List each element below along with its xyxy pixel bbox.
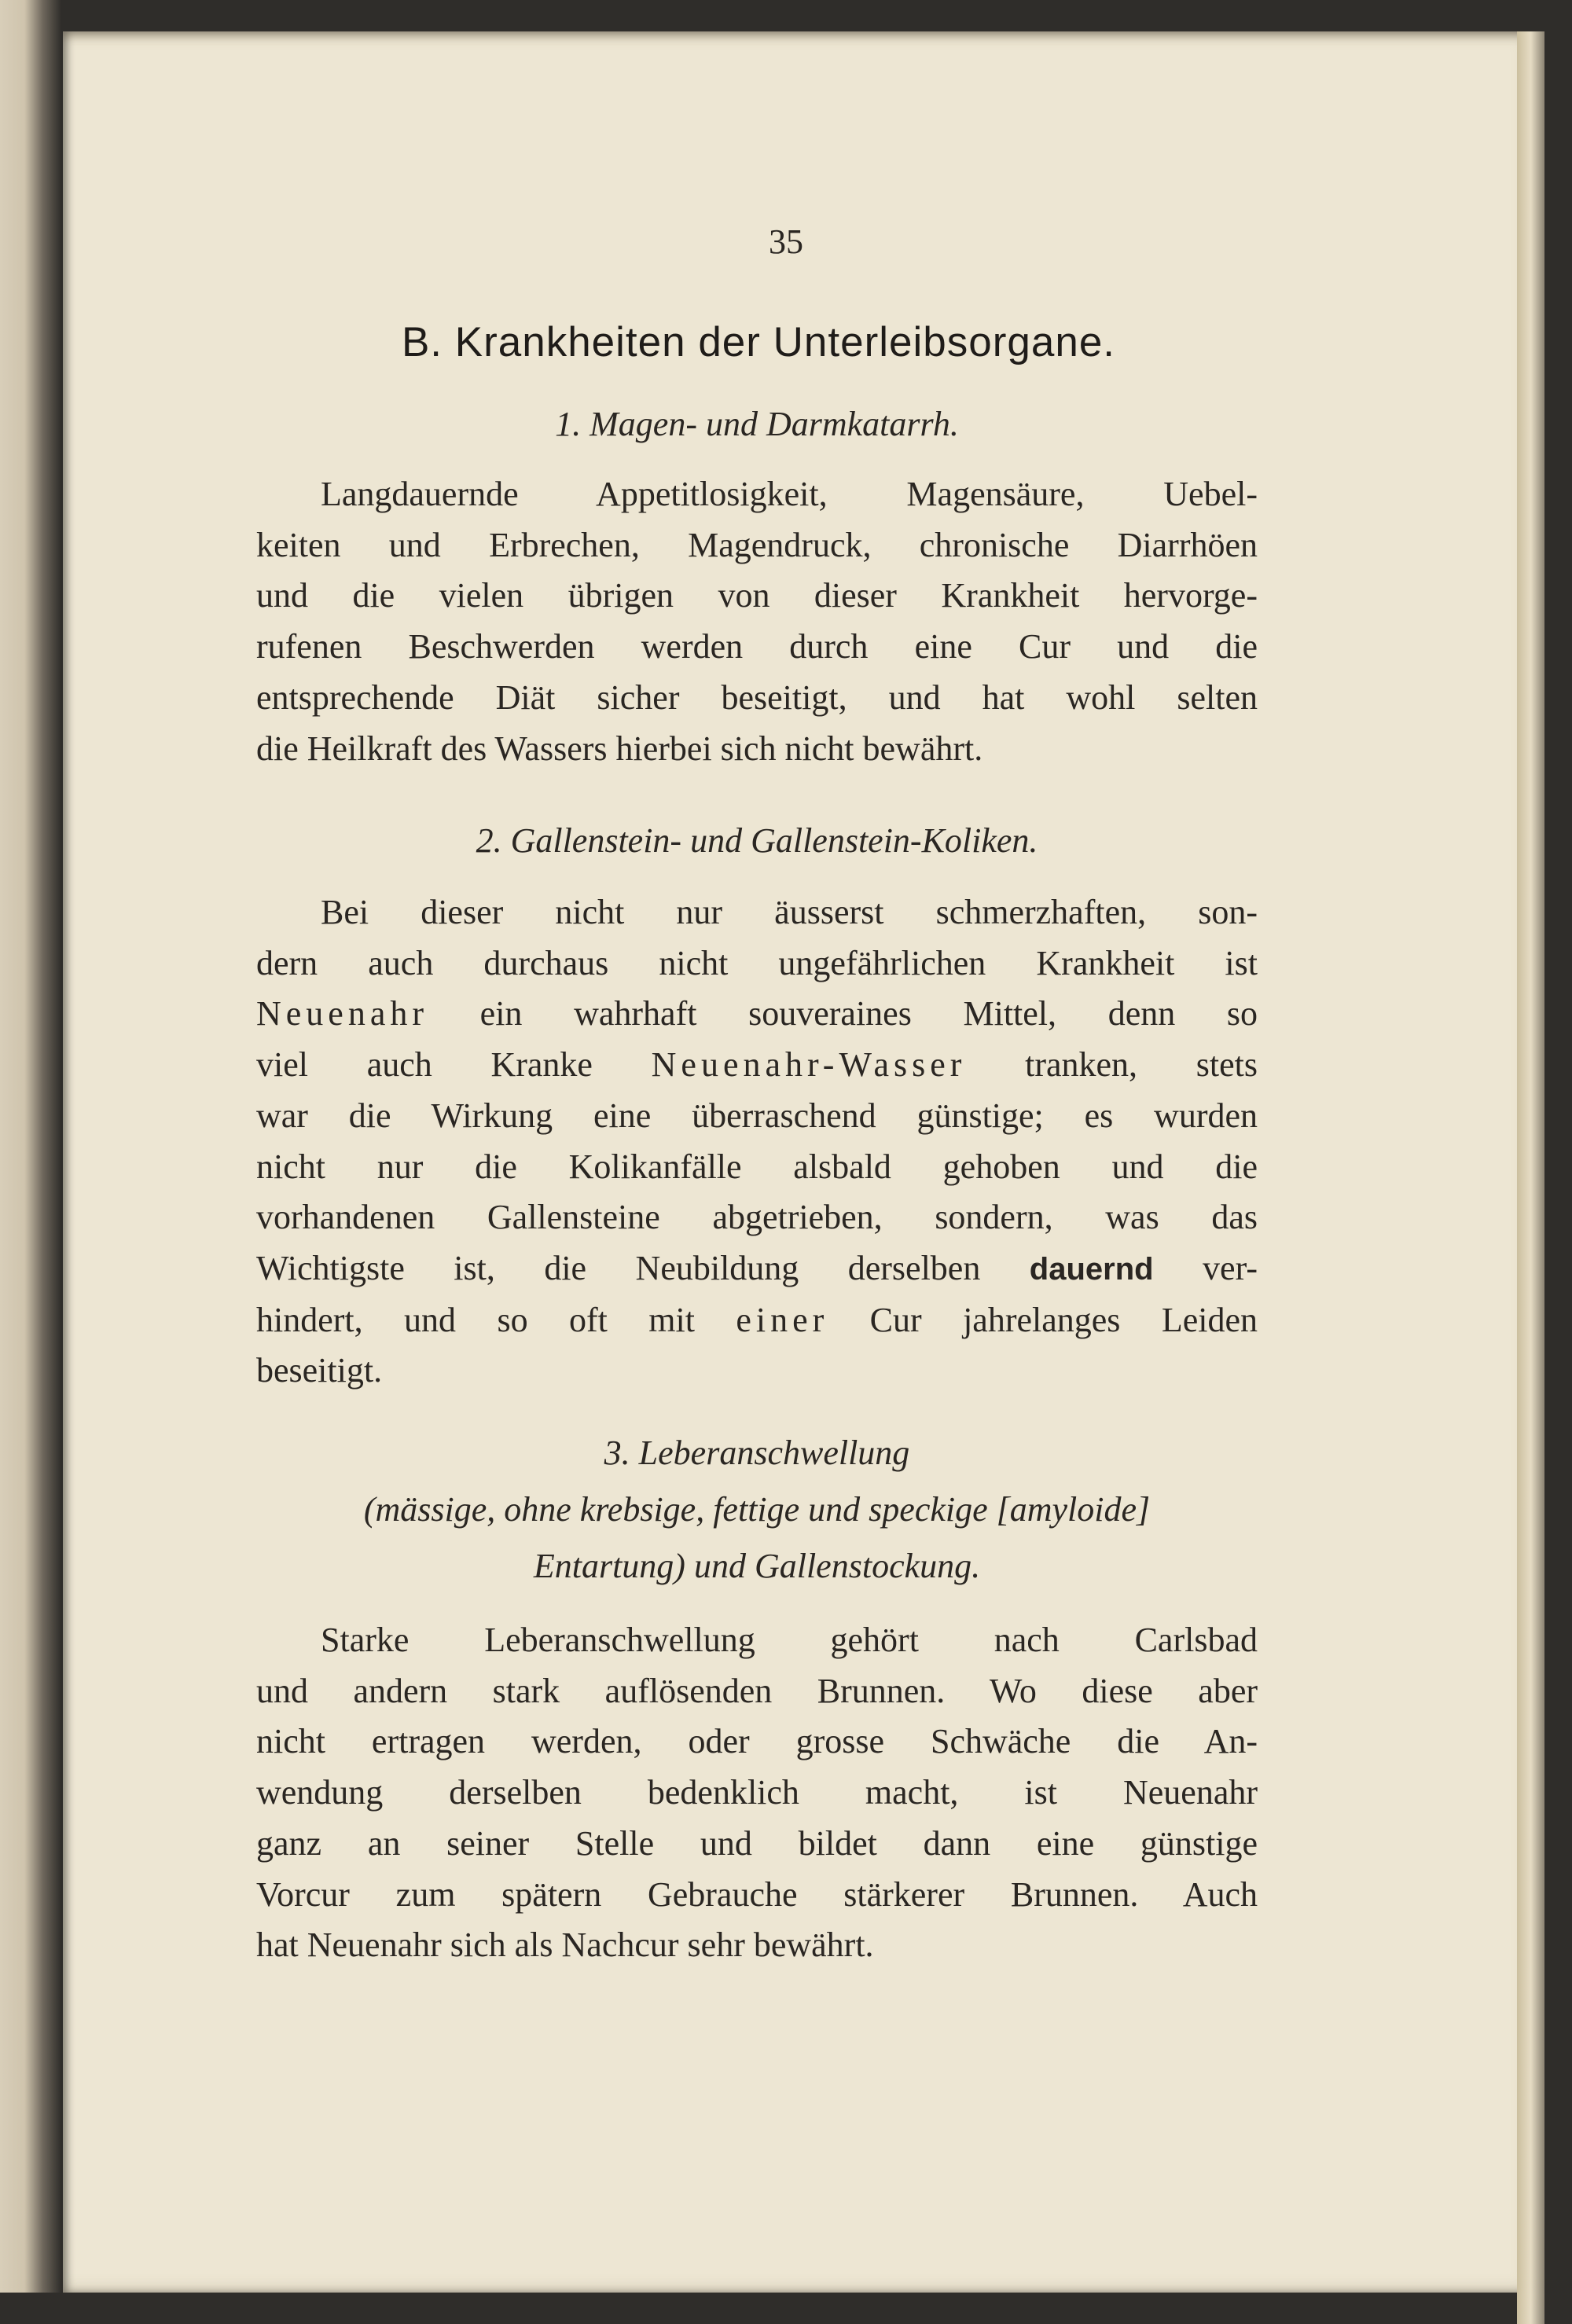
section-title-line: Entartung) und Gallenstockung. — [533, 1547, 981, 1585]
section-3-paragraph — [256, 1615, 1258, 1971]
text-run: die Heilkraft des Wassers hierbei sich nicht bewährt. — [256, 729, 983, 768]
emphasized-text: einer — [736, 1300, 829, 1339]
text-line — [256, 1615, 1258, 1666]
text-run: viel auch Kranke — [256, 1045, 652, 1085]
page-right-edge — [1517, 31, 1544, 2324]
text-line — [256, 989, 1258, 1040]
text-line — [256, 1666, 1258, 1717]
text-run: ein wahrhaft souveraines Mittel, denn so — [428, 994, 1258, 1034]
text-line — [256, 1346, 1258, 1397]
text-run: beseitigt. — [256, 1351, 383, 1390]
text-line — [256, 1142, 1258, 1193]
text-run: tranken, stets — [966, 1045, 1258, 1085]
text-line — [256, 1920, 1258, 1971]
text-run: wendung derselben bedenklich macht, ist Neuenahr — [256, 1773, 1258, 1812]
emphasized-text: dauernd — [1029, 1251, 1154, 1287]
text-run: entsprechende Diät sicher beseitigt, und hat wohl selten — [256, 677, 1258, 717]
text-run: rufenen Beschwerden werden durch eine Cur und die — [256, 627, 1258, 666]
text-line — [256, 520, 1258, 571]
text-line — [256, 1295, 1258, 1346]
text-run: Starke Leberanschwellung gehört nach Carlsbad — [321, 1621, 1258, 1659]
text-line — [256, 1870, 1258, 1921]
text-run: und die vielen übrigen von dieser Krankheit hervorge- — [256, 576, 1258, 615]
text-line — [256, 1716, 1258, 1768]
emphasized-text: Neuenahr-Wasser — [651, 1045, 967, 1085]
text-run: war die Wirkung eine überraschend günstige; es wurden — [256, 1096, 1258, 1135]
text-run: nicht ertragen werden, oder grosse Schwäche die An- — [256, 1722, 1258, 1761]
text-run: nicht nur die Kolikanfälle alsbald gehoben und die — [256, 1147, 1258, 1186]
text-line — [256, 673, 1258, 724]
text-run: hindert, und so oft mit — [256, 1300, 736, 1339]
text-run: ganz an seiner Stelle und bildet dann eine günstige — [256, 1823, 1258, 1863]
section-title-line: 2. Gallenstein- und Gallenstein-Koliken. — [476, 821, 1038, 860]
section-2-paragraph — [256, 887, 1258, 1397]
section-1-paragraph — [256, 469, 1258, 774]
section-title-line: 3. Leberanschwellung — [604, 1434, 910, 1472]
text-run: hat Neuenahr sich als Nachcur sehr bewährt. — [256, 1926, 874, 1965]
emphasized-text: Neuenahr — [256, 994, 429, 1034]
text-line — [256, 1091, 1258, 1142]
text-line — [256, 887, 1258, 938]
text-run: Wichtigste ist, die Neubildung derselben — [256, 1248, 1030, 1287]
section-1-title — [256, 396, 1258, 453]
text-run: und andern stark auflösenden Brunnen. Wo diese aber — [256, 1671, 1258, 1710]
text-line — [256, 1040, 1258, 1091]
page-number: 35 — [769, 222, 803, 261]
text-run: Vorcur zum spätern Gebrauche stärkerer Brunnen. Auch — [256, 1874, 1258, 1914]
chapter-heading: B. Krankheiten der Unterleibsorgane. — [401, 319, 1116, 365]
section-2-title — [256, 813, 1258, 869]
section-title-line: 1. Magen- und Darmkatarrh. — [555, 405, 959, 443]
previous-page-edge — [0, 0, 61, 2293]
text-run: Bei dieser nicht nur äusserst schmerzhaften, son- — [321, 893, 1258, 931]
text-run: Langdauernde Appetitlosigkeit, Magensäure, Uebel- — [321, 475, 1258, 513]
section-title-line: (mässige, ohne krebsige, fettige und speckige [amyloide] — [363, 1490, 1151, 1529]
text-line — [256, 1192, 1258, 1243]
text-line — [256, 469, 1258, 520]
text-run: dern auch durchaus nicht ungefährlichen Krankheit ist — [256, 943, 1258, 982]
text-run: Cur jahrelanges Leiden — [828, 1300, 1258, 1339]
text-line — [256, 938, 1258, 989]
text-run: ver- — [1153, 1248, 1258, 1287]
text-line — [256, 724, 1258, 775]
text-line — [256, 1819, 1258, 1870]
text-line — [256, 622, 1258, 673]
section-3-title — [256, 1425, 1258, 1595]
text-line — [256, 1768, 1258, 1819]
text-line — [256, 571, 1258, 622]
text-line — [256, 1243, 1258, 1295]
text-run: keiten und Erbrechen, Magendruck, chronische Diarrhöen — [256, 525, 1258, 564]
text-run: vorhandenen Gallensteine abgetrieben, sondern, was das — [256, 1198, 1258, 1237]
